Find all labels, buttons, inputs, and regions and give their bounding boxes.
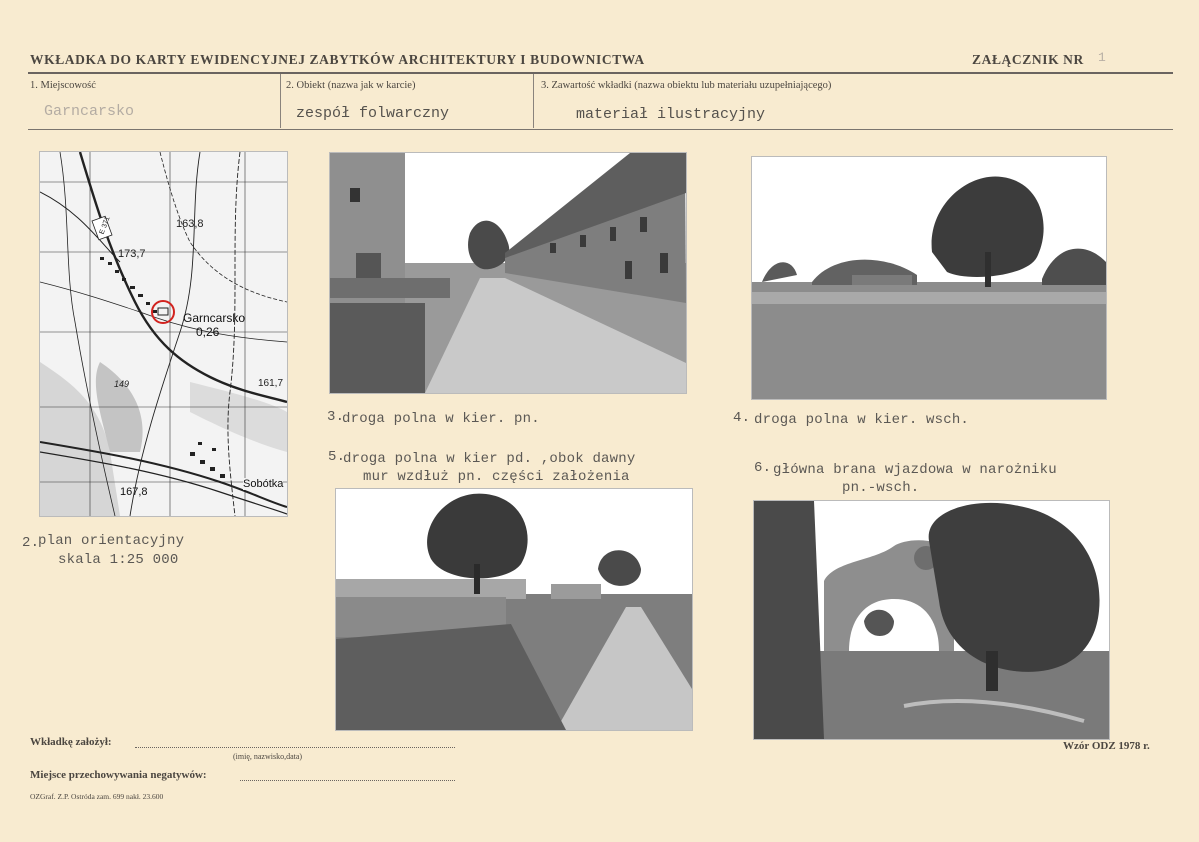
map-height-1: 163,8	[176, 218, 204, 230]
map-height-4: 161,7	[258, 378, 284, 389]
caption-4-text: droga polna w kier. wsch.	[754, 412, 970, 428]
map-height-3: 149	[114, 379, 130, 389]
printer-info: OZGraf. Z.P. Ostróda zam. 699 nakł. 23.600	[30, 792, 164, 801]
photo-4	[751, 156, 1107, 400]
topographic-map-image	[40, 152, 287, 516]
attachment-label: ZAŁĄCZNIK NR	[972, 52, 1084, 67]
form-model-label: Wzór ODZ 1978 r.	[1063, 740, 1150, 752]
caption-6-line1: główna brana wjazdowa w narożniku	[773, 462, 1057, 478]
negatives-storage-line	[240, 780, 455, 781]
locality-label: 1. Miejscowość	[30, 80, 96, 91]
attachment-number: 1	[1098, 50, 1106, 65]
created-by-line	[135, 747, 455, 748]
orientation-map	[39, 151, 288, 517]
photo-5	[335, 488, 693, 731]
caption-5-line2: mur wzdłuż pn. części założenia	[363, 469, 630, 485]
field-divider-1	[280, 74, 281, 128]
created-by-hint: (imię, nazwisko,data)	[233, 752, 303, 761]
content-label: 3. Zawartość wkładki (nazwa obiektu lub materiału uzupełniającego)	[541, 80, 832, 91]
caption-6-line2: pn.-wsch.	[842, 480, 920, 496]
negatives-storage-label: Miejsce przechowywania negatywów:	[30, 769, 207, 781]
map-town-label: Garncarsko	[183, 311, 246, 325]
caption-4-number: 4.	[733, 410, 751, 426]
object-label: 2. Obiekt (nazwa jak w karcie)	[286, 80, 416, 91]
map-height-5: 167,8	[120, 486, 148, 498]
field-road-east-image	[752, 157, 1106, 399]
caption-2-line2: skala 1:25 000	[58, 552, 179, 568]
photo-6	[753, 500, 1110, 740]
map-town-elev: 0,26	[196, 325, 220, 339]
photo-3	[329, 152, 687, 394]
locality-value: Garncarsko	[44, 103, 135, 120]
form-title: WKŁADKA DO KARTY EWIDENCYJNEJ ZABYTKÓW ARCHITEKTURY I BUDOWNICTWA	[30, 52, 645, 67]
caption-5-line1: droga polna w kier pd. ,obok dawny	[343, 451, 636, 467]
caption-3-text: droga polna w kier. pn.	[342, 411, 540, 427]
caption-2-number: 2.	[22, 535, 40, 551]
caption-2-line1: plan orientacyjny	[38, 533, 185, 549]
fields-rule	[28, 129, 1173, 130]
caption-6-number: 6.	[754, 460, 772, 476]
caption-5-number: 5.	[328, 449, 346, 465]
content-value: materiał ilustracyjny	[576, 106, 766, 123]
map-town2-label: Sobótka	[243, 478, 284, 490]
field-road-north-image	[330, 153, 686, 393]
map-road-label: E 371	[98, 215, 112, 236]
main-gate-image	[754, 501, 1109, 739]
caption-3-number: 3.	[327, 409, 345, 425]
field-divider-2	[533, 74, 534, 128]
header-rule	[28, 72, 1173, 74]
field-road-south-image	[336, 489, 692, 730]
created-by-label: Wkładkę założył:	[30, 736, 112, 748]
object-value: zespół folwarczny	[296, 105, 450, 122]
map-height-2: 173,7	[118, 248, 146, 260]
